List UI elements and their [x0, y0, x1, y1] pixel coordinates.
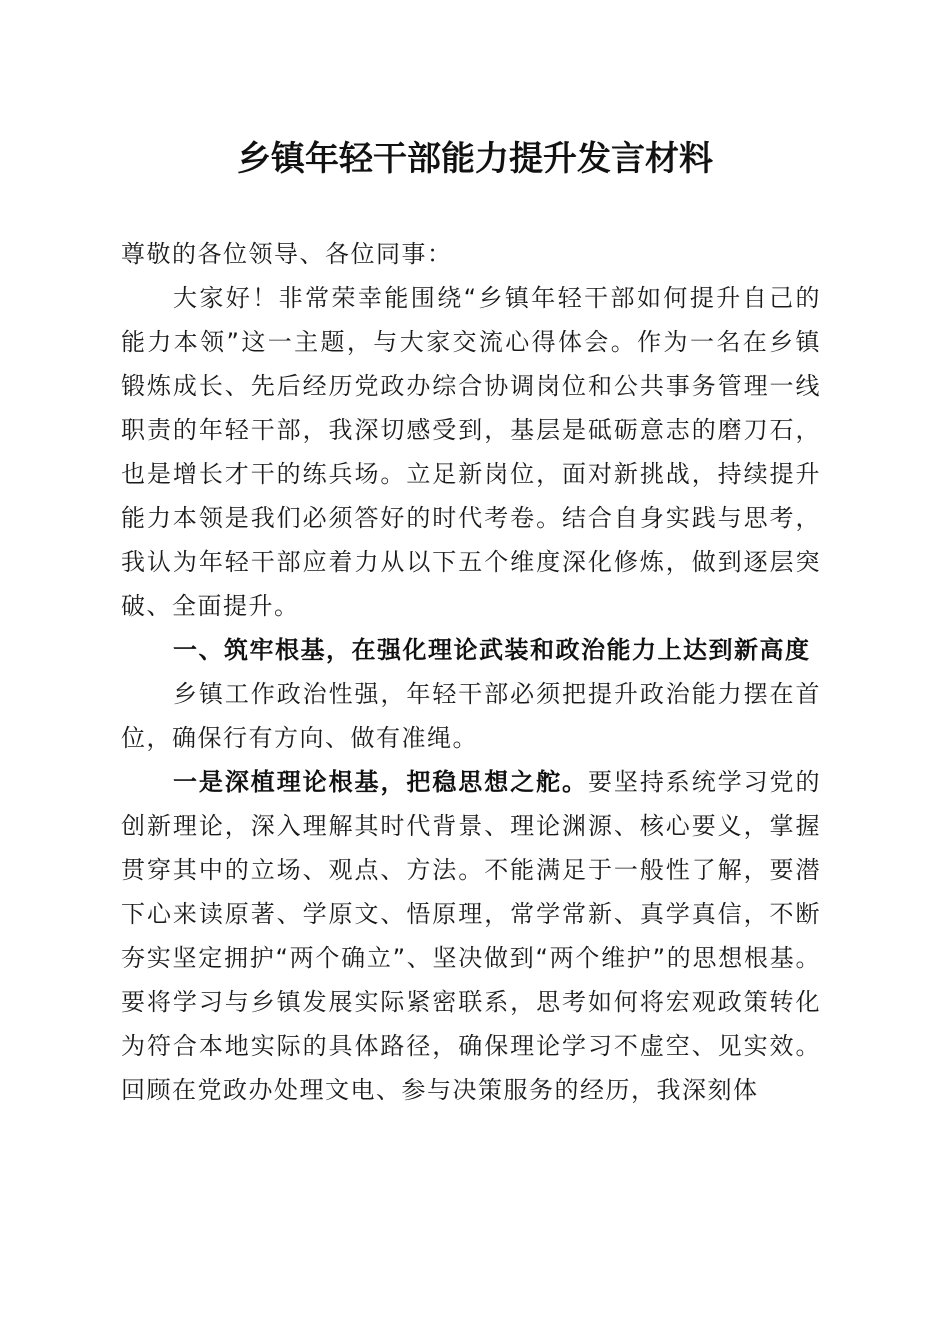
- salutation: 尊敬的各位领导、各位同事：: [121, 240, 453, 268]
- document-body: [121, 232, 821, 1112]
- point-text: 要坚持系统学习党的创新理论，深入理解其时代背景、理论渊源、核心要义，掌握贯穿其中的立场、观点、方法。不能满足于一般性了解，要潜下心来读原著、学原文、悟原理，常学常新、真学真信，不断夯实坚定拥护“两个确立”、坚决做到“两个维护”的思想根基。要将学习与乡镇发展实际紧密联系，思考如何将宏观政策转化为符合本地实际的具体路径，确保理论学习不虚空、见实效。回顾在党政办处理文电、参与决策服务的经历，我深刻体: [121, 768, 821, 1104]
- point-paragraph: [121, 760, 821, 1112]
- point-lead: 一是深植理论根基，把稳思想之舵。: [173, 768, 588, 796]
- section-summary-paragraph: 乡镇工作政治性强，年轻干部必须把提升政治能力摆在首位，确保行有方向、做有准绳。: [121, 680, 821, 752]
- section-heading: 一、筑牢根基，在强化理论武装和政治能力上达到新高度: [173, 636, 811, 664]
- intro-paragraph: 大家好！非常荣幸能围绕“乡镇年轻干部如何提升自己的能力本领”这一主题，与大家交流心得体会。作为一名在乡镇锻炼成长、先后经历党政办综合协调岗位和公共事务管理一线职责的年轻干部，我深切感受到，基层是砥砺意志的磨刀石，也是增长才干的练兵场。立足新岗位，面对新挑战，持续提升能力本领是我们必须答好的时代考卷。结合自身实践与思考，我认为年轻干部应着力从以下五个维度深化修炼，做到逐层突破、全面提升。: [121, 284, 821, 620]
- document-title: 乡镇年轻干部能力提升发言材料: [237, 139, 713, 179]
